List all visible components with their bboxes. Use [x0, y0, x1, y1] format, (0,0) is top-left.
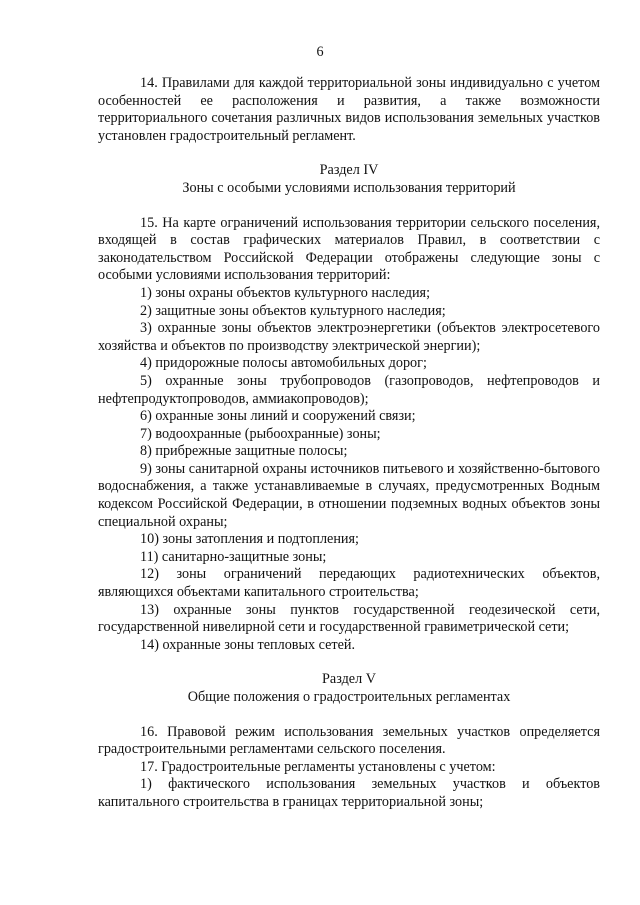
- paragraph-17: 17. Градостроительные регламенты установлены с учетом:: [140, 758, 496, 775]
- paragraph-14: 14. Правилами для каждой территориальной зоны индивидуально с учетом особенностей ее расположения и развития, а также возможности территориального сочетания различных видов использования земельных участков установлен градостроительный регламент.: [98, 75, 600, 144]
- zone-list-item: 8) прибрежные защитные полосы;: [140, 443, 348, 460]
- section-4-title: Зоны с особыми условиями использования территорий: [182, 179, 516, 196]
- page-number: 6: [316, 44, 324, 60]
- regulation-list-item: 1) фактического использования земельных участков и объектов капитального строительства в границах территориальной зоны;: [98, 776, 600, 810]
- document-body: [98, 75, 600, 812]
- section-5-heading: Раздел V: [322, 671, 376, 688]
- zone-list-item: 3) охранные зоны объектов электроэнергетики (объектов электросетевого хозяйства и объектов по производству электрической энергии);: [98, 320, 600, 354]
- zone-list-item: 12) зоны ограничений передающих радиотехнических объектов, являющихся объектами капитального строительства;: [98, 566, 600, 601]
- section-5-title: Общие положения о градостроительных регламентах: [187, 689, 511, 705]
- zone-list-item: 9) зоны санитарной охраны источников питьевого и хозяйственно-бытового водоснабжения, а также устанавливаемые в случаях, предусмотренных Водным кодексом Российской Федерации, в отношении подземных водных объектов зоны специальной охраны;: [98, 460, 600, 530]
- zone-list-item: 5) охранные зоны трубопроводов (газопроводов, нефтепроводов и нефтепродуктопроводов, аммиакопроводов);: [98, 372, 600, 407]
- paragraph-15: 15. На карте ограничений использования территории сельского поселения, входящей в состав графических материалов Правил, в соответствии с законодательством Российской Федерации отображены следующие зоны с особыми условиями использования территорий:: [98, 214, 600, 284]
- zone-list-item: 10) зоны затопления и подтопления;: [140, 531, 359, 548]
- paragraph-16: 16. Правовой режим использования земельных участков определяется градостроительными регламентами сельского поселения.: [98, 723, 600, 758]
- zone-list-item: 14) охранные зоны тепловых сетей.: [140, 636, 356, 653]
- section-4-heading: Раздел IV: [319, 162, 379, 179]
- zone-list-item: 2) защитные зоны объектов культурного наследия;: [140, 302, 446, 319]
- zone-list-item: 7) водоохранные (рыбоохранные) зоны;: [140, 425, 381, 442]
- zone-list-item: 11) санитарно-защитные зоны;: [140, 548, 327, 565]
- zone-list-item: 1) зоны охраны объектов культурного наследия;: [140, 284, 431, 301]
- zone-list-item: 13) охранные зоны пунктов государственной геодезической сети, государственной нивелирной сети и государственной гравиметрической сети;: [98, 601, 600, 636]
- zone-list-item: 4) придорожные полосы автомобильных дорог;: [140, 355, 427, 372]
- zone-list-item: 6) охранные зоны линий и сооружений связи;: [140, 408, 416, 425]
